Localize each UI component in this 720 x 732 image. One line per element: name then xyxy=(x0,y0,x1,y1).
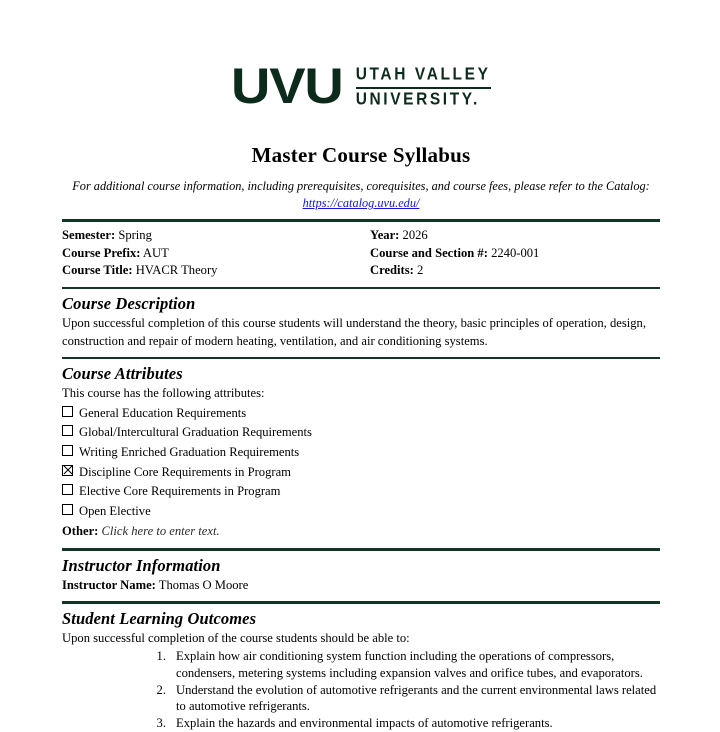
outcome-text: Explain how air conditioning system function including the operations of compressors, condensers, metering systems including expansion valves and orifice tubes, and evaporators. xyxy=(176,648,643,680)
course-description-text: Upon successful completion of this course students will understand the theory, basic principles of operation, design, construction and repair of modern heating, ventilation, and air conditioning systems. xyxy=(62,316,646,348)
course-prefix-value: AUT xyxy=(142,245,169,260)
meta-year xyxy=(370,227,660,245)
instructor-name-row xyxy=(62,577,660,594)
checkbox-unchecked-icon[interactable] xyxy=(62,406,73,417)
catalog-note xyxy=(62,178,660,213)
course-attributes-list xyxy=(62,404,660,522)
section-heading-course-description: Course Description xyxy=(62,294,196,314)
course-section-label: Course and Section #: xyxy=(370,245,488,260)
semester-label: Semester: xyxy=(62,227,116,242)
attribute-item[interactable] xyxy=(62,502,660,522)
meta-credits xyxy=(370,262,660,280)
attribute-label: General Education Requirements xyxy=(79,405,247,420)
instructor-name-label: Instructor Name: xyxy=(62,577,156,592)
attribute-label: Writing Enriched Graduation Requirements xyxy=(79,444,300,459)
course-meta xyxy=(62,227,660,280)
logo-inner xyxy=(231,57,491,114)
attribute-other-label: Other: xyxy=(62,524,99,539)
divider-after-instructor xyxy=(62,601,660,604)
outcome-text: Understand the evolution of automotive refrigerants and the current environmental laws related to automotive refrigerants. xyxy=(176,682,657,714)
attribute-item[interactable] xyxy=(62,423,660,443)
page-content xyxy=(62,0,660,732)
attribute-label: Elective Core Requirements in Program xyxy=(79,484,281,499)
outcome-number: 2. xyxy=(156,682,166,697)
attribute-item[interactable] xyxy=(62,443,660,463)
meta-semester xyxy=(62,227,370,245)
attribute-other-row xyxy=(62,522,660,541)
credits-value: 2 xyxy=(417,263,424,278)
outcome-text: Explain the hazards and environmental impacts of automotive refrigerants. xyxy=(176,716,553,731)
attribute-label: Discipline Core Requirements in Program xyxy=(79,464,291,479)
uvu-letters-mark: UVU xyxy=(231,57,344,114)
outcome-item xyxy=(62,648,660,682)
divider-after-attributes xyxy=(62,548,660,551)
outcome-item xyxy=(62,715,660,732)
attribute-label: Open Elective xyxy=(79,503,151,518)
outcome-item xyxy=(62,682,660,716)
section-heading-student-learning-outcomes: Student Learning Outcomes xyxy=(62,608,257,628)
attribute-label: Global/Intercultural Graduation Requirements xyxy=(79,425,312,440)
catalog-link[interactable]: https://catalog.uvu.edu/ xyxy=(302,196,420,211)
checkbox-unchecked-icon[interactable] xyxy=(62,445,73,456)
course-attributes-intro: This course has the following attributes: xyxy=(62,386,265,401)
course-section-value: 2240-001 xyxy=(491,245,540,260)
attribute-item[interactable] xyxy=(62,463,660,483)
uvu-logo xyxy=(62,0,660,115)
wordmark-line-utah-valley: UTAH VALLEY xyxy=(355,64,491,84)
course-title-value: HVACR Theory xyxy=(135,263,218,278)
year-label: Year: xyxy=(370,227,400,242)
divider-after-meta xyxy=(62,287,660,290)
checkbox-checked-icon[interactable] xyxy=(62,465,73,476)
student-learning-outcomes-list xyxy=(62,648,660,732)
section-heading-instructor-information: Instructor Information xyxy=(62,555,221,575)
page-title: Master Course Syllabus xyxy=(251,142,471,167)
wordmark-line-university: UNIVERSITY. xyxy=(355,90,480,110)
catalog-note-text: For additional course information, including prerequisites, corequisites, and course fees, please refer to the Catalog: xyxy=(72,178,650,193)
instructor-name-value: Thomas O Moore xyxy=(158,577,249,592)
meta-course-title xyxy=(62,262,370,280)
course-title-label: Course Title: xyxy=(62,263,133,278)
meta-course-prefix xyxy=(62,245,370,263)
section-heading-course-attributes: Course Attributes xyxy=(62,364,183,384)
attribute-item[interactable] xyxy=(62,404,660,424)
outcomes-intro: Upon successful completion of the course students should be able to: xyxy=(62,630,410,645)
uvu-wordmark xyxy=(356,64,491,111)
meta-course-section xyxy=(370,245,660,263)
checkbox-unchecked-icon[interactable] xyxy=(62,484,73,495)
year-value: 2026 xyxy=(402,227,428,242)
semester-value: Spring xyxy=(118,227,152,242)
outcome-number: 3. xyxy=(156,716,166,731)
credits-label: Credits: xyxy=(370,263,414,278)
divider-top xyxy=(62,219,660,222)
checkbox-unchecked-icon[interactable] xyxy=(62,504,73,515)
attribute-item[interactable] xyxy=(62,482,660,502)
divider-after-description xyxy=(62,357,660,360)
attribute-other-input[interactable]: Click here to enter text. xyxy=(101,524,220,539)
outcome-number: 1. xyxy=(156,648,166,663)
course-prefix-label: Course Prefix: xyxy=(62,245,141,260)
checkbox-unchecked-icon[interactable] xyxy=(62,425,73,436)
